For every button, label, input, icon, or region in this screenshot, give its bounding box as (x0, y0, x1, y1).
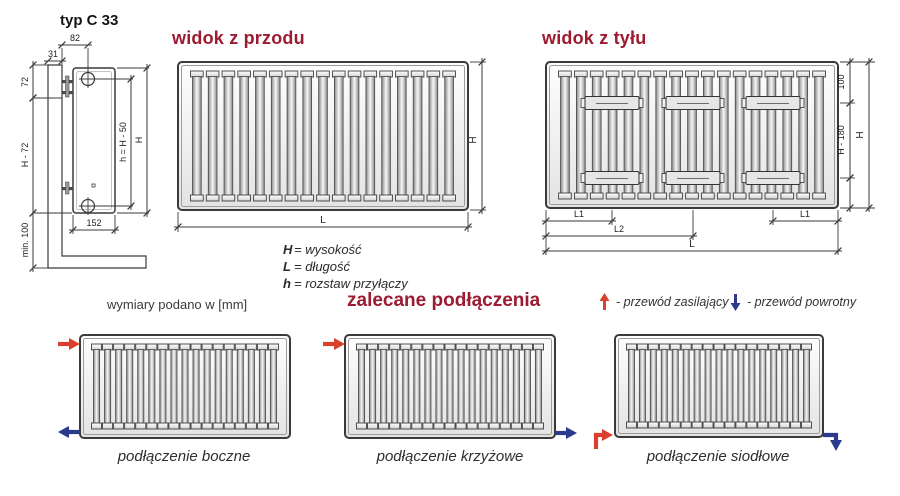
connection-boczne-diagram (18, 330, 310, 455)
flow-legend-supply (598, 292, 729, 312)
dim-label-L2: L2 (613, 224, 625, 234)
dim-label-H-side: H (134, 136, 144, 144)
back-view-diagram (535, 55, 890, 265)
dim-label-H-back: H (855, 131, 866, 139)
return-arrow-icon (58, 426, 80, 438)
caption-siodlowe: podłączenie siodłowe (646, 448, 790, 465)
dim-label-H-front: H (468, 136, 479, 144)
radiator-side-profile (73, 68, 115, 213)
radiator-back (546, 62, 838, 208)
return-label: - przewód powrotny (747, 295, 857, 309)
connection-siodlowe-diagram (585, 330, 900, 455)
connection-krzyzowe-diagram (300, 330, 600, 455)
supply-label: - przewód zasilający (616, 295, 729, 309)
dim-label-31: 31 (47, 49, 59, 59)
radiator-conn-siodlowe (615, 335, 823, 437)
back-view-title: widok z tyłu (542, 28, 647, 48)
legend-row-L (283, 258, 408, 275)
vent-valve-top (79, 70, 97, 88)
wall-bracket-bottom (62, 182, 73, 194)
dim-label-H72: H - 72 (20, 142, 30, 168)
legend-key: h (283, 276, 291, 291)
supply-arrow-icon (598, 292, 611, 312)
side-view-diagram (0, 18, 160, 288)
radiator-conn-boczne (80, 335, 290, 438)
dim-label-100: 100 (836, 74, 846, 90)
dim-label-h: h = H - 50 (118, 122, 128, 162)
dim-label-82: 82 (69, 33, 81, 43)
legend-value: = rozstaw przyłączy (294, 276, 408, 291)
recommended-connections-title: zalecane podłączenia (347, 290, 541, 311)
front-view-diagram (165, 55, 505, 240)
supply-arrow-icon (596, 429, 613, 449)
dim-label-L-front: L (320, 215, 326, 226)
legend-key: L (283, 259, 291, 274)
dim-label-min100: min. 100 (20, 222, 30, 258)
wall-bracket-top (62, 76, 73, 97)
caption-krzyzowe: podłączenie krzyżowe (376, 448, 524, 465)
radiator-conn-krzyzowe (345, 335, 555, 438)
legend-value: = długość (294, 259, 351, 274)
legend-key: H (283, 242, 293, 257)
legend-row-H (283, 241, 408, 258)
legend-value: = wysokość (294, 242, 362, 257)
caption-boczne: podłączenie boczne (117, 448, 251, 465)
dim-label-L1-left: L1 (573, 209, 585, 219)
dim-label-L1-right: L1 (799, 209, 811, 219)
type-label: typ C 33 (60, 12, 119, 29)
dim-label-152: 152 (86, 218, 102, 228)
dim-label-72: 72 (20, 76, 30, 88)
symbol-legend (283, 241, 408, 292)
return-arrow-icon (729, 292, 742, 312)
supply-arrow-icon (58, 338, 80, 350)
return-arrow-icon (555, 427, 577, 439)
flow-legend-return (729, 292, 856, 312)
dim-label-H180: H - 180 (836, 125, 846, 155)
units-note: wymiary podano w [mm] (107, 297, 248, 312)
radiator-front (178, 62, 468, 210)
front-view-title: widok z przodu (172, 28, 305, 48)
supply-arrow-icon (323, 338, 345, 350)
dim-label-L-back: L (689, 239, 695, 250)
